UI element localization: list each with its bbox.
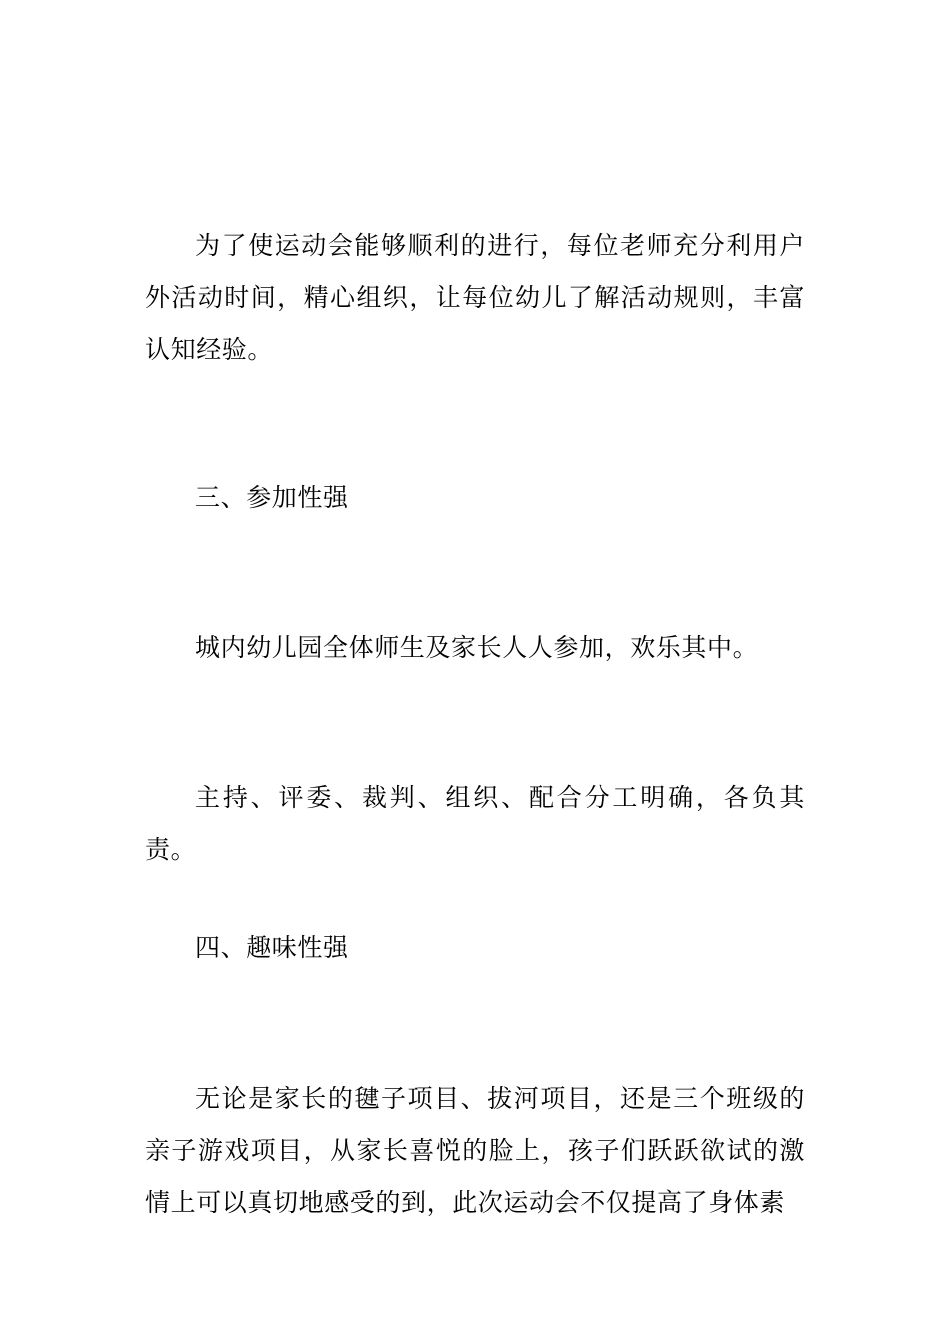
paragraph-preparation: 为了使运动会能够顺利的进行，每位老师充分利用户外活动时间，精心组织，让每位幼儿了解活动规则，丰富认知经验。 (145, 231, 805, 364)
section-heading-fun: 四、趣味性强 (195, 933, 349, 962)
paragraph-division-of-labor: 主持、评委、裁判、组织、配合分工明确，各负其责。 (145, 783, 805, 864)
paragraph-fun: 无论是家长的毽子项目、拔河项目，还是三个班级的亲子游戏项目，从家长喜悦的脸上，孩子们跃跃欲试的激情上可以真切地感受的到，此次运动会不仅提高了身体素 (145, 1084, 805, 1217)
paragraph-participation: 城内幼儿园全体师生及家长人人参加，欢乐其中。 (195, 633, 759, 662)
section-heading-participation: 三、参加性强 (195, 483, 349, 512)
